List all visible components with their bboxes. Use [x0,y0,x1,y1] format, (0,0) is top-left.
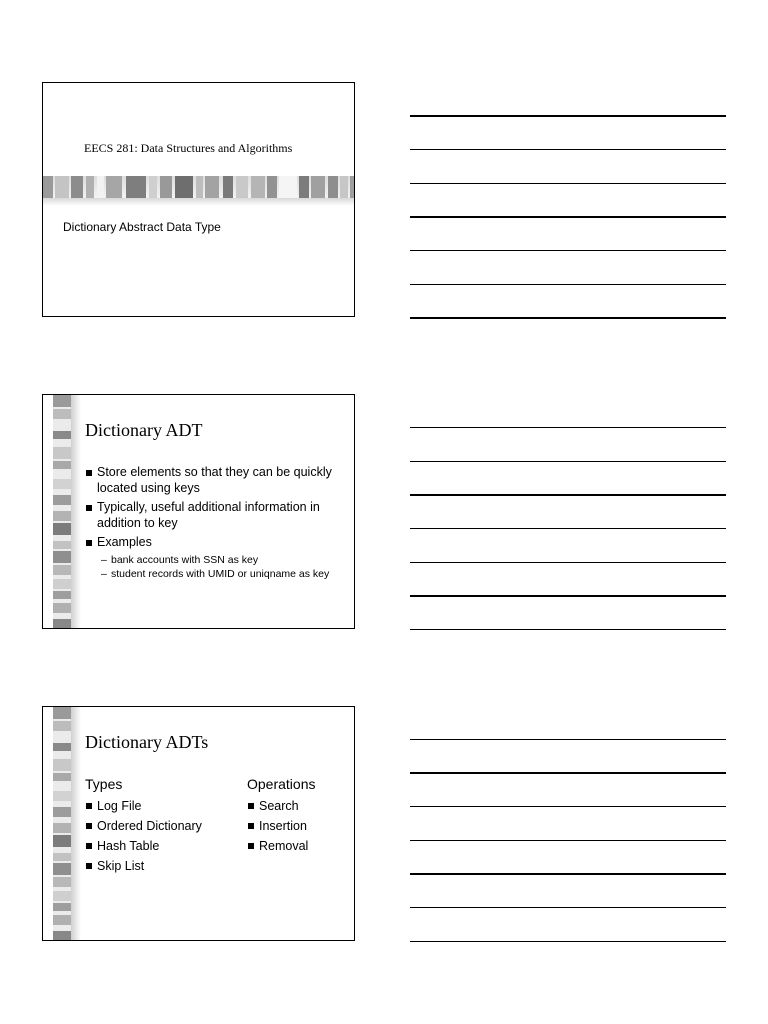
bullet-item: Store elements so that they can be quickly located using keys [85,464,347,496]
bullet-list [85,464,347,581]
square-bullet-icon [248,823,254,829]
slide-title: Dictionary ADT [85,420,203,440]
slide-3 [42,706,355,941]
decorative-side-strip [53,707,71,941]
square-bullet-icon [86,823,92,829]
note-line [410,772,726,774]
note-line [410,739,726,740]
decorative-banner [43,176,355,198]
list-item: Hash Table [85,836,202,856]
list-item: Skip List [85,856,202,876]
sub-bullet-item: – bank accounts with SSN as key [101,554,259,566]
list-item: Insertion [247,816,315,836]
types-column [85,776,202,876]
note-line [410,595,726,597]
note-line [410,427,726,428]
note-line [410,873,726,875]
decorative-side-strip [53,395,71,629]
note-line [410,840,726,841]
bullet-item: Typically, useful additional information in addition to key [85,499,347,531]
square-bullet-icon [86,803,92,809]
slide-2 [42,394,355,629]
slide-subtitle: Dictionary Abstract Data Type [63,220,221,234]
note-line [410,562,726,563]
square-bullet-icon [86,843,92,849]
square-bullet-icon [86,863,92,869]
types-heading: Types [85,776,123,792]
square-bullet-icon [86,470,92,476]
note-line [410,149,726,150]
note-line [410,183,726,184]
square-bullet-icon [86,540,92,546]
square-bullet-icon [86,505,92,511]
list-item: Removal [247,836,315,856]
note-line [410,250,726,251]
operations-heading: Operations [247,776,316,792]
square-bullet-icon [248,803,254,809]
note-line [410,461,726,462]
note-line [410,907,726,908]
note-line [410,528,726,529]
list-item: Log File [85,796,202,816]
note-line [410,629,726,630]
slide-1 [42,82,355,317]
list-item: Search [247,796,315,816]
slide-title: Dictionary ADTs [85,732,209,752]
list-item: Ordered Dictionary [85,816,202,836]
note-line [410,216,726,218]
operations-column [247,776,315,856]
note-line [410,941,726,942]
note-line [410,806,726,807]
course-title: EECS 281: Data Structures and Algorithms [84,141,293,155]
note-line [410,317,726,319]
note-line [410,494,726,496]
sub-bullet-item: – student records with UMID or uniqname as key [101,568,330,580]
square-bullet-icon [248,843,254,849]
bullet-item: Examples [85,534,347,550]
note-line [410,284,726,285]
note-line [410,115,726,117]
